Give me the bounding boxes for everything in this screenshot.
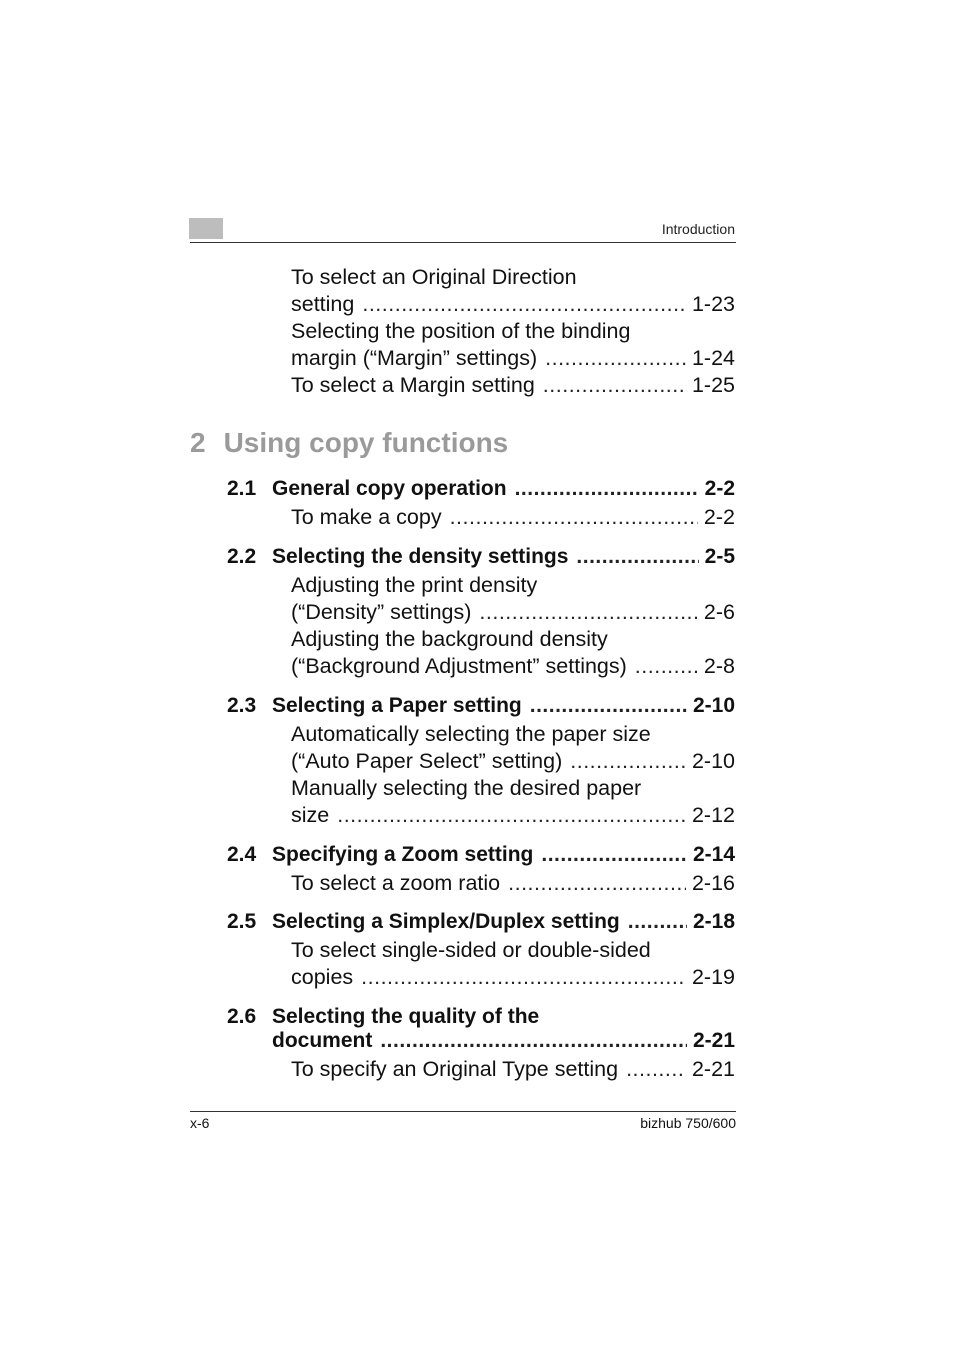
toc-entry[interactable] bbox=[291, 1056, 735, 1083]
toc-entry-text: Selecting the position of the binding bbox=[291, 319, 631, 343]
toc-page-number: 2-18 bbox=[692, 910, 735, 933]
toc-entry[interactable] bbox=[291, 291, 735, 318]
toc-entry-label: (“Auto Paper Select” setting) bbox=[291, 749, 563, 773]
toc-section[interactable] bbox=[227, 908, 735, 935]
toc-entry-label: To select a Margin setting bbox=[291, 373, 535, 397]
section-title: Specifying a Zoom setting bbox=[272, 843, 534, 866]
toc-entry-label: (“Background Adjustment” settings) bbox=[291, 654, 627, 678]
toc-entry[interactable] bbox=[291, 599, 735, 626]
toc-entry[interactable] bbox=[291, 345, 735, 372]
header-rule bbox=[190, 242, 736, 243]
leader-dots bbox=[337, 802, 686, 829]
toc-page-number: 1-24 bbox=[691, 346, 735, 370]
toc-section[interactable] bbox=[227, 475, 735, 502]
toc-section[interactable] bbox=[227, 692, 735, 719]
toc-page-number: 1-25 bbox=[691, 373, 735, 397]
leader-dots bbox=[362, 291, 686, 318]
toc-entry-label: To select a zoom ratio bbox=[291, 871, 501, 895]
toc-entry-label: size bbox=[291, 803, 330, 827]
toc-entry-text: To select single-sided or double-sided bbox=[291, 938, 651, 962]
section-title: Selecting a Simplex/Duplex setting bbox=[272, 910, 620, 933]
section-title: document bbox=[272, 1029, 373, 1052]
footer-page-number: x-6 bbox=[190, 1115, 210, 1131]
footer-rule bbox=[190, 1111, 736, 1112]
section-number: 2.3 bbox=[227, 694, 257, 717]
toc-entry-text: Adjusting the background density bbox=[291, 627, 608, 651]
toc-entry-text: Manually selecting the desired paper bbox=[291, 776, 642, 800]
toc-entry[interactable] bbox=[291, 964, 735, 991]
toc-page-number: 2-5 bbox=[704, 545, 735, 568]
toc-page-number: 2-21 bbox=[692, 1029, 735, 1052]
toc-page-number: 2-16 bbox=[691, 871, 735, 895]
leader-dots bbox=[380, 1027, 687, 1054]
leader-dots bbox=[479, 599, 698, 626]
toc-entry[interactable] bbox=[291, 748, 735, 775]
leader-dots bbox=[361, 964, 686, 991]
toc-section[interactable] bbox=[227, 543, 735, 570]
leader-dots bbox=[628, 908, 687, 935]
toc-entry-label: To make a copy bbox=[291, 505, 442, 529]
leader-dots bbox=[576, 543, 698, 570]
leader-dots bbox=[635, 653, 698, 680]
leader-dots bbox=[543, 372, 686, 399]
toc-page-number: 2-2 bbox=[704, 477, 735, 500]
toc-entry-label: copies bbox=[291, 965, 354, 989]
toc-entry-text: Adjusting the print density bbox=[291, 573, 538, 597]
toc-page-number: 2-21 bbox=[691, 1057, 735, 1081]
toc-page-number: 2-10 bbox=[691, 749, 735, 773]
toc-entry[interactable] bbox=[291, 802, 735, 829]
toc-entry[interactable] bbox=[291, 653, 735, 680]
toc-section-heading[interactable] bbox=[227, 1003, 539, 1030]
running-header: Introduction bbox=[661, 221, 735, 237]
section-title: Selecting a Paper setting bbox=[272, 694, 522, 717]
toc-entry[interactable] bbox=[291, 504, 735, 531]
toc-entry[interactable] bbox=[291, 870, 735, 897]
chapter-number: 2 bbox=[190, 427, 206, 458]
chapter-tab-marker bbox=[189, 218, 223, 239]
toc-page-number: 2-12 bbox=[691, 803, 735, 827]
section-number: 2.1 bbox=[227, 477, 257, 500]
toc-entry[interactable] bbox=[291, 372, 735, 399]
toc-page-number: 2-6 bbox=[703, 600, 735, 624]
leader-dots bbox=[508, 870, 686, 897]
toc-entry-label: To specify an Original Type setting bbox=[291, 1057, 619, 1081]
toc-page-number: 2-14 bbox=[692, 843, 735, 866]
section-number: 2.2 bbox=[227, 545, 257, 568]
toc-entry-text: Automatically selecting the paper size bbox=[291, 722, 651, 746]
chapter-title: Using copy functions bbox=[223, 427, 509, 458]
toc-section[interactable] bbox=[227, 841, 735, 868]
leader-dots bbox=[530, 692, 687, 719]
leader-dots bbox=[570, 748, 686, 775]
toc-entry-text: To select an Original Direction bbox=[291, 265, 577, 289]
section-title: Selecting the density settings bbox=[272, 545, 569, 568]
section-title: General copy operation bbox=[272, 477, 507, 500]
toc-page-number: 2-8 bbox=[703, 654, 735, 678]
toc-entry-label: setting bbox=[291, 292, 355, 316]
toc-page-number: 2-2 bbox=[703, 505, 735, 529]
section-number: 2.4 bbox=[227, 843, 257, 866]
footer-product-name: bizhub 750/600 bbox=[640, 1115, 736, 1131]
leader-dots bbox=[515, 475, 699, 502]
leader-dots bbox=[545, 345, 686, 372]
toc-entry-label: margin (“Margin” settings) bbox=[291, 346, 538, 370]
toc-entry-label: (“Density” settings) bbox=[291, 600, 472, 624]
toc-section[interactable] bbox=[272, 1027, 735, 1054]
leader-dots bbox=[541, 841, 687, 868]
leader-dots bbox=[450, 504, 698, 531]
toc-page-number: 2-10 bbox=[692, 694, 735, 717]
section-title-line1: Selecting the quality of the bbox=[272, 1005, 540, 1028]
section-number: 2.6 bbox=[227, 1005, 257, 1028]
leader-dots bbox=[626, 1056, 686, 1083]
chapter-heading[interactable] bbox=[190, 427, 508, 459]
section-number: 2.5 bbox=[227, 910, 257, 933]
toc-page-number: 1-23 bbox=[691, 292, 735, 316]
toc-page-number: 2-19 bbox=[691, 965, 735, 989]
